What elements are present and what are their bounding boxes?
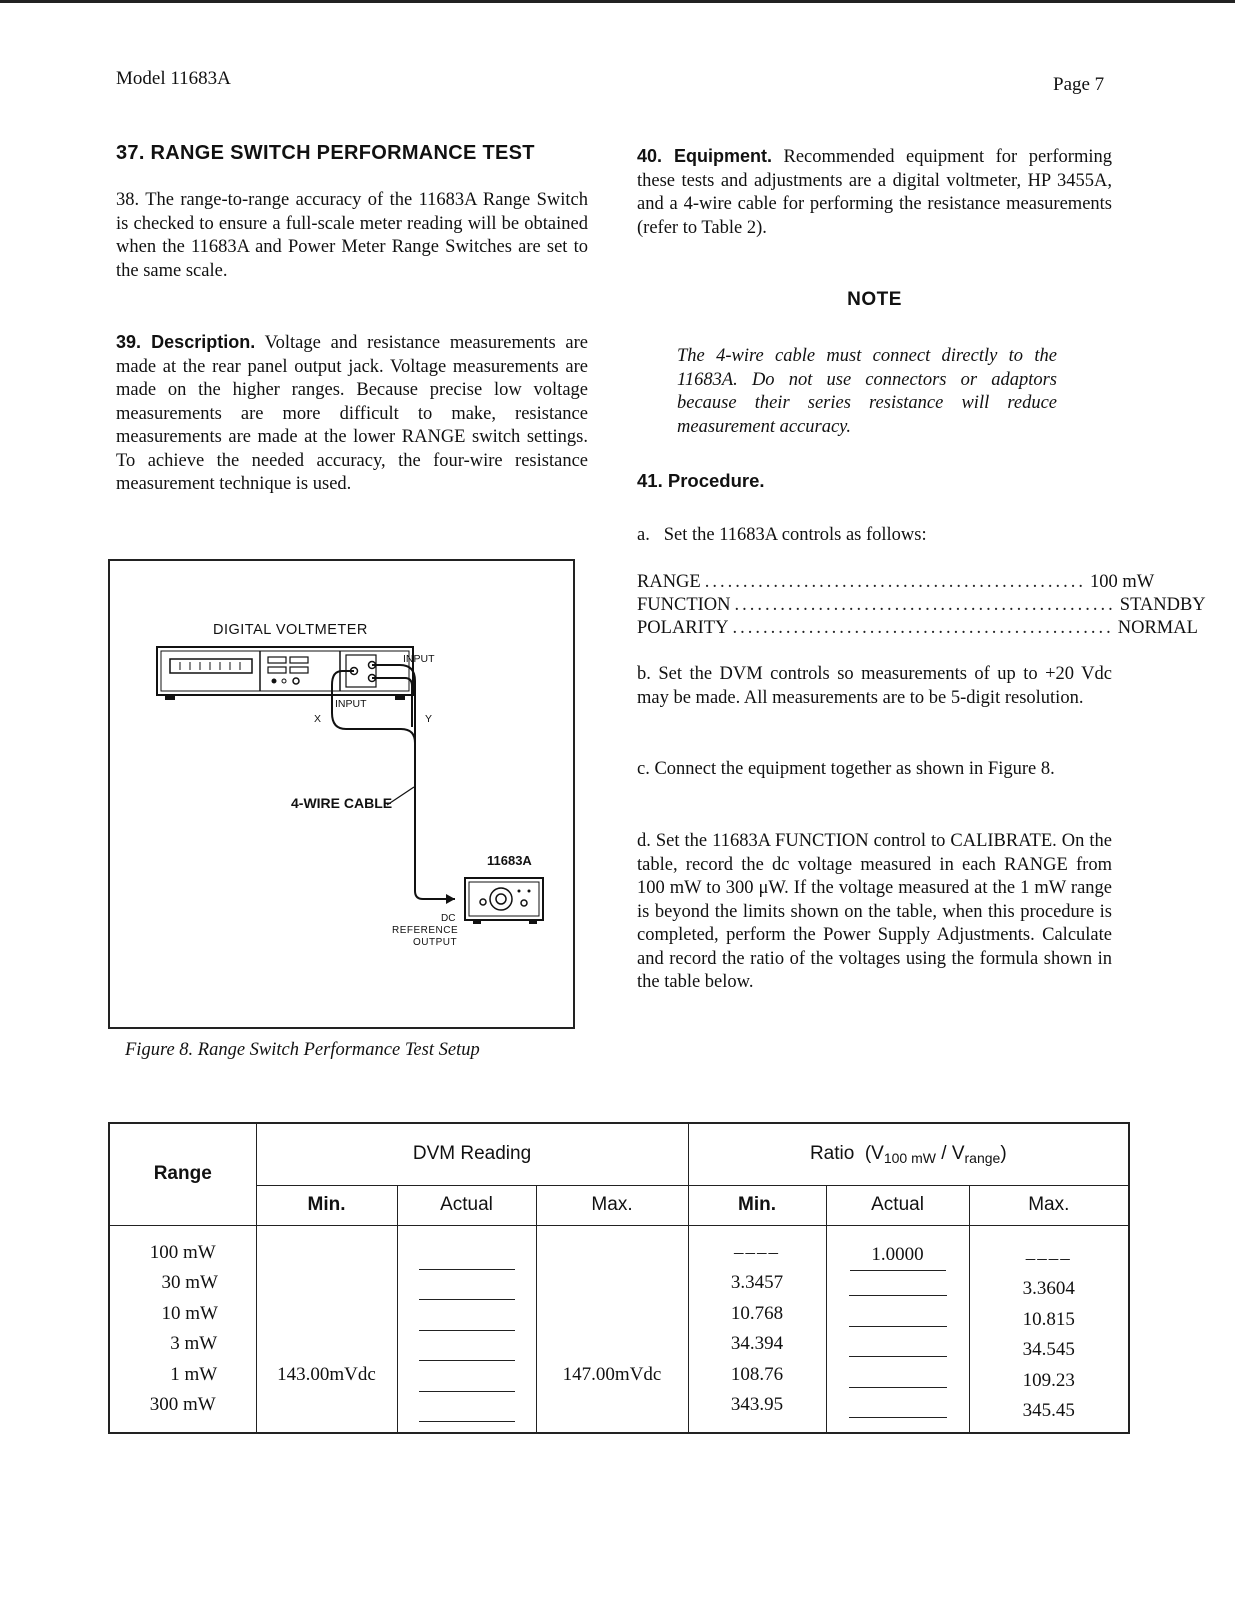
dvm-actual-header: Actual [397,1185,536,1225]
figure-8 [108,559,575,1029]
ratio-min-value: 34.394 [730,1333,784,1354]
step-d: d. Set the 11683A FUNCTION control to CALIBRATE. On the table, record the dc voltage measured in each RANGE from 100 mW to 300 μW. If the voltage measured at the 1 mW range is beyond the limits shown on the table, when this procedure is completed, perform the Power Supply Adjustments. Calculate and record the ratio of the voltages using the formula shown in the table below. [637,831,1112,992]
dvm-min-column [256,1225,397,1433]
paragraph-39-label: 39. Description. [116,332,256,352]
note-title: NOTE [847,289,902,310]
device-label: 11683A [487,853,532,868]
top-border [0,0,1235,3]
cable-label: 4-WIRE CABLE [291,795,393,811]
dvm-reading-header: DVM Reading [256,1123,688,1185]
setting-range: RANGE .................................................. 100 mW [637,572,1155,592]
range-value: 30 mW [161,1272,218,1293]
ratio-actual-column [826,1225,969,1433]
x-label: X [314,713,322,725]
ratio-actual-blank[interactable] [849,1306,947,1327]
dvm-min-header: Min. [256,1185,397,1225]
range-value: 3 mW [170,1333,218,1354]
model-header: Model 11683A [116,68,231,89]
ratio-max-header: Max. [969,1185,1129,1225]
cable-to-device [415,727,455,899]
ratio-max-value: –––– [1025,1247,1072,1269]
dvm-knob [272,679,277,684]
setting-name: POLARITY [637,618,729,638]
range-value: 100 mW [149,1241,216,1263]
dvm-max-value: 147.00mVdc [562,1363,662,1385]
setting-name: RANGE [637,572,701,592]
page-number: Page 7 [1053,74,1105,95]
settings-list [637,571,1206,640]
setting-value: STANDBY [1119,595,1206,615]
ratio-max-value: 10.815 [1022,1308,1075,1330]
ratio-actual-header: Actual [826,1185,969,1225]
range-value: 300 mW [149,1394,216,1415]
ratio-actual-blank[interactable] [849,1275,947,1296]
paragraph-39 [116,331,588,497]
paragraph-40 [637,145,1112,240]
ratio-actual-blank[interactable] [849,1336,947,1357]
ratio-min-value: –––– [734,1241,781,1263]
dvm-actual-column [397,1225,536,1433]
ratio-min-value: 343.95 [730,1394,784,1415]
section-title: 37. RANGE SWITCH PERFORMANCE TEST [116,142,535,164]
range-column [109,1225,256,1433]
ratio-header: Ratio $(V_{100 mW} / V_{range})$ [688,1123,1129,1185]
output-label: OUTPUT [413,937,458,948]
ratio-min-value: 108.76 [730,1363,784,1385]
ratio-max-value: 345.45 [1022,1400,1075,1421]
setting-name: FUNCTION [637,595,731,615]
ratio-min-column [688,1225,826,1433]
dvm-actual-blank[interactable] [419,1401,515,1422]
setting-function: FUNCTION .................................................. STANDBY [637,595,1206,615]
procedure-title: 41. Procedure. [637,470,765,491]
setting-value: NORMAL [1117,618,1198,638]
ratio-max-value: 3.3604 [1022,1278,1075,1299]
dvm-max-header: Max. [536,1185,688,1225]
figure-caption: Figure 8. Range Switch Performance Test Setup [125,1040,480,1060]
range-value: 1 mW [170,1363,218,1385]
note-body: The 4-wire cable must connect directly to the 11683A. Do not use connectors or adaptors because their series resistance will reduce measurement accuracy. [677,346,1057,437]
input-label-top: INPUT [403,653,435,665]
range-ratio-table [108,1122,1130,1434]
ratio-min-header: Min. [688,1185,826,1225]
dvm-actual-blank[interactable] [419,1279,515,1300]
reference-label: REFERENCE [392,925,459,936]
step-b: b. Set the DVM controls so measurements of up to +20 Vdc may be made. All measurements are to be 5-digit resolution. [637,664,1112,708]
ratio-actual-blank[interactable] [849,1397,947,1418]
dvm-display-ticks [180,662,240,670]
dvm-actual-blank[interactable] [419,1249,515,1270]
range-value: 10 mW [161,1302,218,1324]
dvm-max-column [536,1225,688,1433]
paragraph-38: 38. The range-to-range accuracy of the 11683A Range Switch is checked to ensure a full-scale meter reading will be obtained when the 11683A and Power Meter Range Switches are set to the same scale. [116,190,588,281]
setting-value: 100 mW [1089,572,1155,592]
paragraph-40-text: Recommended equipment for performing these tests and adjustments are a digital voltmeter, HP 3455A, and a 4-wire cable for performing the resistance measurements (refer to Table 2). [637,147,1112,238]
setting-polarity: POLARITY .................................................. NORMAL [637,618,1198,638]
paragraph-40-label: 40. Equipment. [637,146,772,166]
step-a: a. Set the 11683A controls as follows: [637,525,927,545]
dvm-actual-blank[interactable] [419,1310,515,1331]
range-header: Range [109,1123,256,1225]
ratio-actual-value: 1.0000 [850,1240,946,1272]
paragraph-39-text: Voltage and resistance measurements are made at the rear panel output jack. Voltage measurements are made on the higher ranges. Because precise low voltage measurements are more difficult to make, resistance measurements are made at the lower RANGE switch settings. To achieve the needed accuracy, the four-wire resistance measurement technique is used. [116,333,589,494]
ratio-max-value: 34.545 [1022,1339,1075,1360]
input-label-bottom: INPUT [335,698,367,710]
y-label: Y [425,713,433,725]
device-11683a-body [465,878,543,920]
dvm-actual-blank[interactable] [419,1340,515,1361]
ratio-min-value: 3.3457 [730,1272,784,1293]
dvm-min-value: 143.00mVdc [277,1363,376,1385]
ratio-max-column [969,1225,1129,1433]
ratio-max-value: 109.23 [1022,1369,1075,1391]
dvm-body [157,647,413,695]
device-dial [490,888,512,910]
dvm-buttons [268,657,308,673]
dvm-label: DIGITAL VOLTMETER [213,622,368,638]
ratio-min-value: 10.768 [730,1302,784,1324]
ratio-actual-blank[interactable] [849,1367,947,1388]
dvm-actual-blank[interactable] [419,1371,515,1392]
step-c: c. Connect the equipment together as shown in Figure 8. [637,759,1055,779]
dc-label: DC [441,913,456,924]
